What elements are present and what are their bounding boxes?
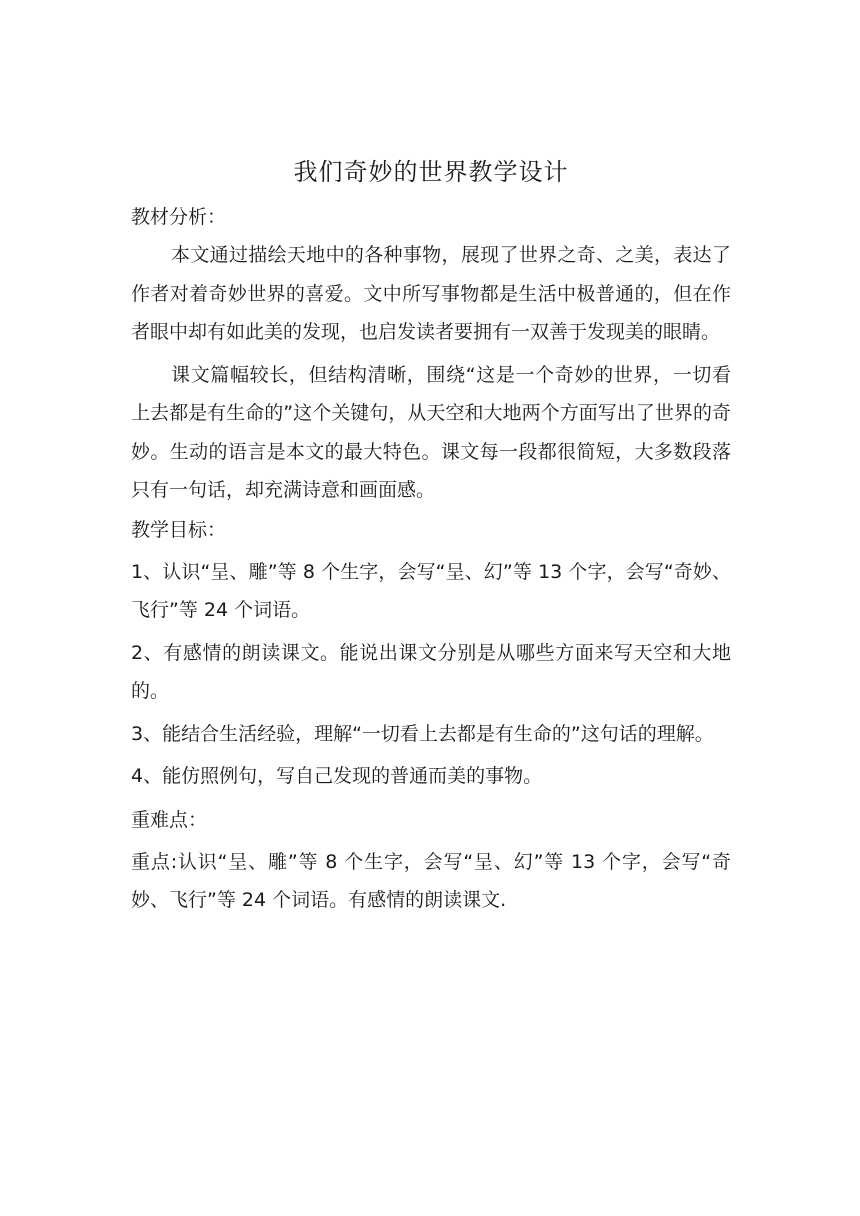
paragraph-material-analysis-2: 课文篇幅较长，但结构清晰，围绕“这是一个奇妙的世界，一切看上去都是有生命的”这个关键句，从天空和大地两个方面写出了世界的奇妙。生动的语言是本文的最大特色。课文每一段都很简短，大多数段落只有一句话，却充满诗意和画面感。 xyxy=(131,363,731,501)
goal-item-1: 1、认识“呈、雕”等 8 个生字，会写“呈、幻”等 13 个字，会写“奇妙、飞行”等 24 个词语。 xyxy=(131,560,731,621)
key-point-item-1: 重点:认识“呈、雕”等 8 个生字，会写“呈、幻”等 13 个字，会写“奇妙、飞行”等 24 个词语。有感情的朗读课文. xyxy=(131,850,731,911)
section-heading-material-analysis: 教材分析： xyxy=(131,206,227,228)
section-heading-key-points: 重难点： xyxy=(131,808,208,831)
document-title: 我们奇妙的世界教学设计 xyxy=(293,158,569,186)
goal-item-3: 3、能结合生活经验，理解“一切看上去都是有生命的”这句话的理解。 xyxy=(131,722,714,745)
goal-item-4: 4、能仿照例句，写自己发现的普通而美的事物。 xyxy=(131,765,543,787)
goal-item-2: 2、有感情的朗读课文。能说出课文分别是从哪些方面来写天空和大地的。 xyxy=(131,641,731,702)
section-heading-teaching-goals: 教学目标： xyxy=(131,518,227,541)
document-page xyxy=(131,150,731,920)
paragraph-material-analysis-1: 本文通过描绘天地中的各种事物，展现了世界之奇、之美，表达了作者对着奇妙世界的喜爱。文中所写事物都是生活中极普通的，但在作者眼中却有如此美的发现，也启发读者要拥有一双善于发现美的眼睛。 xyxy=(131,244,731,343)
